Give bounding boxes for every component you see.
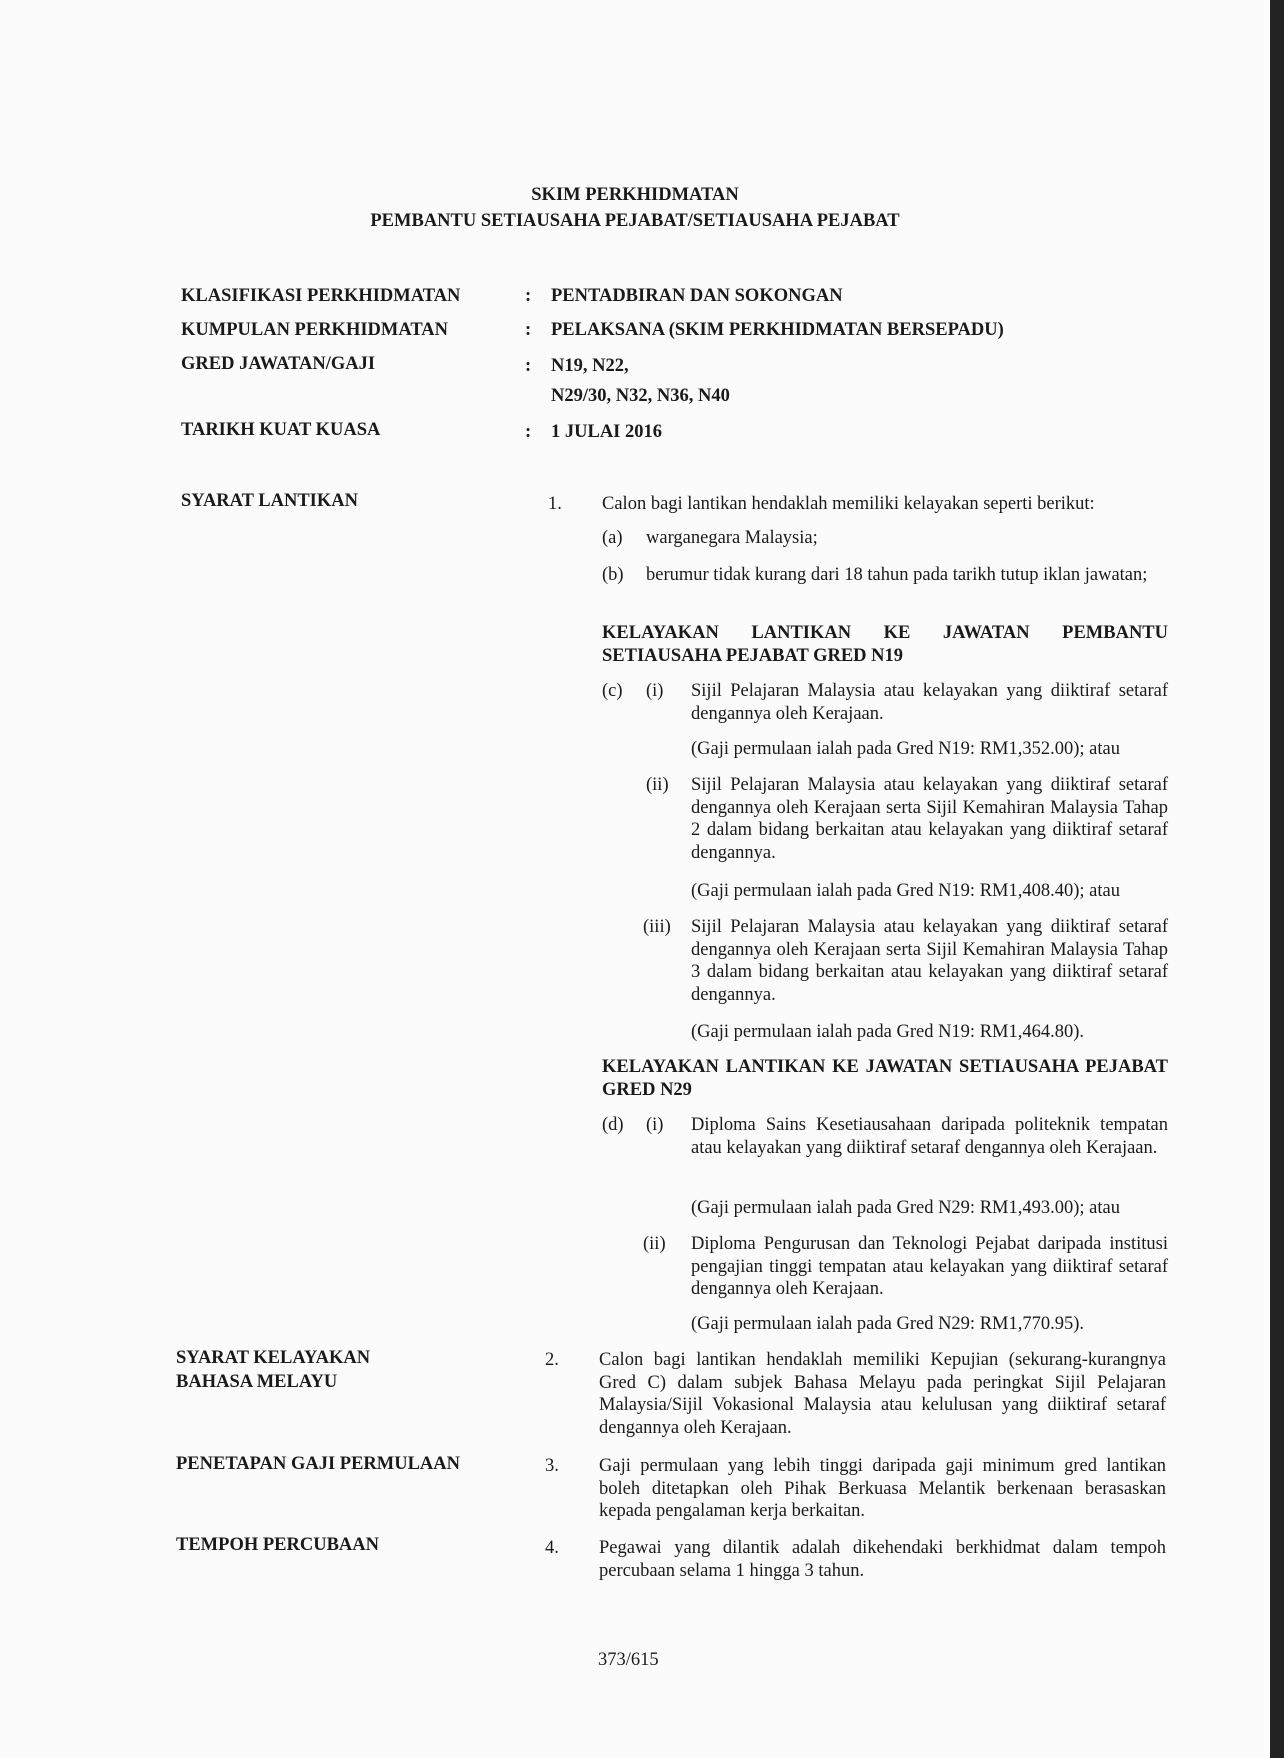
colon: : xyxy=(525,356,532,376)
section-number: 3. xyxy=(545,1456,559,1476)
gaji-d-ii: (Gaji permulaan ialah pada Gred N29: RM1,770.95). xyxy=(691,1314,1085,1334)
gaji-c-i: (Gaji permulaan ialah pada Gred N19: RM1,352.00); atau xyxy=(691,739,1120,759)
label-gred: GRED JAWATAN/GAJI xyxy=(181,354,376,374)
gaji-c-ii: (Gaji permulaan ialah pada Gred N19: RM1,408.40); atau xyxy=(691,881,1120,901)
bahasa-text: Calon bagi lantikan hendaklah memiliki Kepujian (sekurang-kurangnya Gred C) dalam subjek Bahasa Melayu pada peringkat Sijil Pelajaran Malaysia/Sijil Vokasional Malaysia atau kelulusan yang diiktiraf setaraf dengannya oleh Kerajaan. xyxy=(599,1350,1166,1438)
sub-mark-c-iii: (iii) xyxy=(643,917,671,937)
sub-mark-c-i: (i) xyxy=(646,681,664,701)
sub-mark-d-i: (i) xyxy=(646,1115,664,1135)
label-syarat-kelayakan: SYARAT KELAYAKAN xyxy=(176,1348,371,1368)
label-bahasa-melayu: BAHASA MELAYU xyxy=(176,1372,338,1392)
sub-c-iii-text: Sijil Pelajaran Malaysia atau kelayakan yang diiktiraf setaraf dengannya oleh Kerajaan serta Sijil Kemahiran Malaysia Tahap 3 dalam bidang berkaitan atau kelayakan yang diiktiraf setaraf dengannya. xyxy=(691,917,1168,1005)
syarat-intro: Calon bagi lantikan hendaklah memiliki kelayakan seperti berikut: xyxy=(602,494,1095,514)
sub-d-i-text: Diploma Sains Kesetiausahaan daripada politeknik tempatan atau kelayakan yang diiktiraf setaraf dengannya oleh Kerajaan. xyxy=(691,1115,1168,1158)
colon: : xyxy=(525,286,532,306)
value-tarikh: 1 JULAI 2016 xyxy=(551,422,663,442)
value-gred-line2: N29/30, N32, N36, N40 xyxy=(551,386,730,406)
value-kumpulan: PELAKSANA (SKIM PERKHIDMATAN BERSEPADU) xyxy=(551,320,1004,340)
item-a-text: warganegara Malaysia; xyxy=(646,528,818,548)
value-gred-line1: N19, N22, xyxy=(551,356,629,376)
sub-c-i-text: Sijil Pelajaran Malaysia atau kelayakan yang diiktiraf setaraf dengannya oleh Kerajaan. xyxy=(691,681,1168,724)
percubaan-text: Pegawai yang dilantik adalah dikehendaki berkhidmat dalam tempoh percubaan selama 1 hingga 3 tahun. xyxy=(599,1538,1166,1581)
item-mark-d: (d) xyxy=(602,1115,624,1135)
value-klasifikasi: PENTADBIRAN DAN SOKONGAN xyxy=(551,286,843,306)
heading-n19: KELAYAKAN LANTIKAN KE JAWATAN PEMBANTU SETIAUSAHA PEJABAT GRED N19 xyxy=(602,623,1168,666)
gaji-d-i: (Gaji permulaan ialah pada Gred N29: RM1,493.00); atau xyxy=(691,1198,1120,1218)
item-b-text: berumur tidak kurang dari 18 tahun pada tarikh tutup iklan jawatan; xyxy=(646,565,1148,585)
heading-n29: KELAYAKAN LANTIKAN KE JAWATAN SETIAUSAHA PEJABAT GRED N29 xyxy=(602,1057,1168,1100)
item-mark-a: (a) xyxy=(602,528,623,548)
page-edge-shadow xyxy=(1270,0,1284,1758)
label-klasifikasi: KLASIFIKASI PERKHIDMATAN xyxy=(181,286,461,306)
colon: : xyxy=(525,422,532,442)
label-syarat-lantikan: SYARAT LANTIKAN xyxy=(181,491,358,511)
section-number: 1. xyxy=(548,494,562,514)
page-number: 373/615 xyxy=(598,1650,659,1670)
label-penetapan-gaji: PENETAPAN GAJI PERMULAAN xyxy=(176,1454,461,1474)
label-kumpulan: KUMPULAN PERKHIDMATAN xyxy=(181,320,449,340)
doc-title-line1: SKIM PERKHIDMATAN xyxy=(531,185,739,205)
label-tarikh: TARIKH KUAT KUASA xyxy=(181,420,381,440)
sub-mark-c-ii: (ii) xyxy=(646,775,669,795)
item-mark-b: (b) xyxy=(602,565,624,585)
sub-mark-d-ii: (ii) xyxy=(643,1234,666,1254)
section-number: 2. xyxy=(545,1350,559,1370)
gaji-permulaan-text: Gaji permulaan yang lebih tinggi daripada gaji minimum gred lantikan boleh ditetapkan oleh Pihak Berkuasa Melantik berkenaan berasaskan kepada pengalaman kerja berkaitan. xyxy=(599,1456,1166,1521)
label-tempoh-percubaan: TEMPOH PERCUBAAN xyxy=(176,1535,379,1555)
doc-title-line2: PEMBANTU SETIAUSAHA PEJABAT/SETIAUSAHA PEJABAT xyxy=(370,211,900,231)
sub-d-ii-text: Diploma Pengurusan dan Teknologi Pejabat daripada institusi pengajian tinggi tempatan atau kelayakan yang diiktiraf setaraf dengannya oleh Kerajaan. xyxy=(691,1234,1168,1299)
gaji-c-iii: (Gaji permulaan ialah pada Gred N19: RM1,464.80). xyxy=(691,1022,1085,1042)
item-mark-c: (c) xyxy=(602,681,623,701)
section-number: 4. xyxy=(545,1538,559,1558)
sub-c-ii-text: Sijil Pelajaran Malaysia atau kelayakan yang diiktiraf setaraf dengannya oleh Kerajaan serta Sijil Kemahiran Malaysia Tahap 2 dalam bidang berkaitan atau kelayakan yang diiktiraf setaraf dengannya. xyxy=(691,775,1168,863)
colon: : xyxy=(525,320,532,340)
